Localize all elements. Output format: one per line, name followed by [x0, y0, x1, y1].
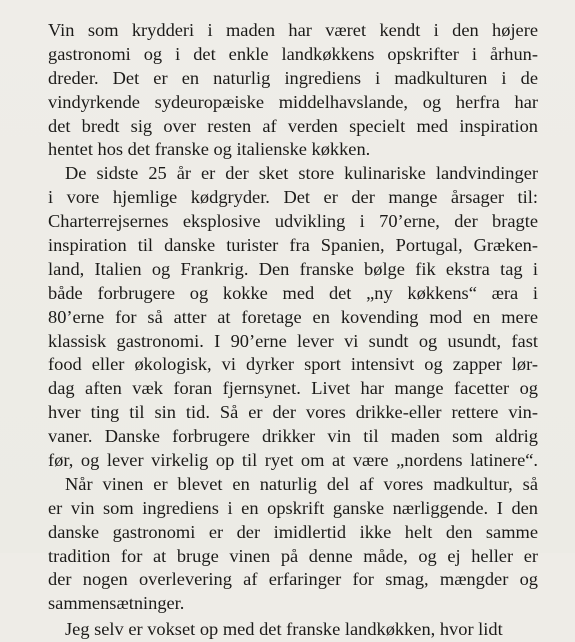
- text-line: dag aften væk foran fjernsynet. Livet har mange facetter og: [48, 378, 538, 399]
- text-line: De sidste 25 år er der sket store kulinariske landvindinger: [65, 163, 538, 184]
- text-line: 80’erne for så atter at foretage en kovending mod en mere: [48, 306, 538, 327]
- text-line: land, Italien og Frankrig. Den franske bølge fik ekstra tag i: [48, 258, 538, 279]
- text-line: vindyrkende sydeuropæiske middelhavslande, og herfra har: [48, 91, 538, 112]
- text-line: hentet hos det franske og italienske køkken.: [48, 139, 371, 160]
- text-line: inspiration til danske turister fra Spanien, Portugal, Græken-: [48, 235, 538, 256]
- text-line: danske gastronomi er der imidlertid ikke helt den samme: [48, 521, 538, 542]
- text-line: hver ting til sin tid. Så er der vores drikke-eller rettere vin-: [48, 402, 538, 423]
- text-line: food eller økologisk, vi dyrker sport intensivt og zapper lør-: [48, 354, 538, 375]
- text-line: før, og lever virkelig op til ryet om at være „nordens latinere“.: [48, 450, 538, 471]
- text-line: gastronomi og i det enkle landkøkkens opskrifter i århun-: [48, 43, 538, 64]
- text-line: der nogen overlevering af erfaringer for smag, mængder og: [48, 569, 538, 590]
- text-line: Jeg selv er vokset op med det franske landkøkken, hvor lidt: [65, 619, 503, 640]
- paragraph-2: [48, 162, 538, 473]
- text-line: både forbrugere og kokke med det „ny køkkens“ æra i: [48, 282, 538, 303]
- text-line: det bredt sig over resten af verden specielt med inspiration: [48, 115, 538, 136]
- paragraph-4: [48, 618, 538, 642]
- text-line: Vin som krydderi i maden har været kendt i den højere: [48, 20, 538, 40]
- text-line: dreder. Det er en naturlig ingrediens i madkulturen i de: [48, 67, 538, 88]
- paragraph-3: [48, 473, 538, 616]
- text-line: er vin som ingrediens i en opskrift ganske nærliggende. I den: [48, 497, 538, 518]
- text-line: Charterrejsernes eksplosive udvikling i 70’erne, der bragte: [48, 211, 538, 232]
- text-line: Når vinen er blevet en naturlig del af vores madkultur, så: [65, 473, 538, 494]
- text-line: vaner. Danske forbrugere drikker vin til maden som aldrig: [48, 426, 538, 447]
- text-line: sammensætninger.: [48, 593, 185, 614]
- text-line: tradition for at bruge vinen på denne måde, og ej heller er: [48, 545, 538, 566]
- text-line: klassisk gastronomi. I 90’erne lever vi sundt og usundt, fast: [48, 330, 538, 351]
- paragraph-1: [48, 19, 538, 162]
- body-text: [48, 19, 538, 642]
- text-line: i vore hjemlige kødgryder. Det er der mange årsager til:: [48, 187, 538, 208]
